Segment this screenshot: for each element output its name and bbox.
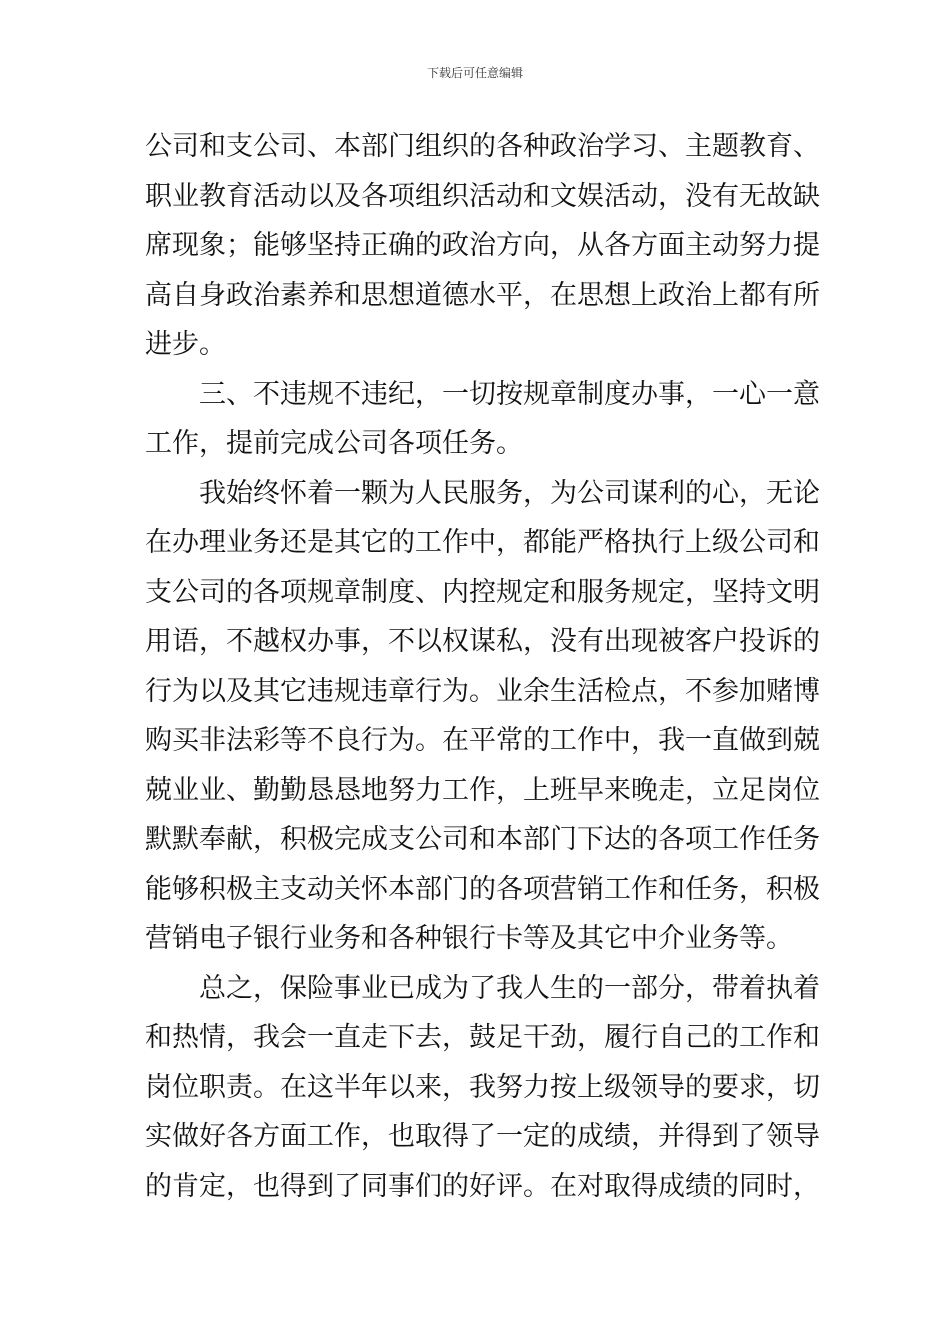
text-line: 的肯定，也得到了同事们的好评。在对取得成绩的同时， <box>145 1170 820 1202</box>
paragraph-start-line: 总之，保险事业已成为了我人生的一部分，带着执着 <box>199 972 820 1004</box>
text-line: 购买非法彩等不良行为。在平常的工作中，我一直做到兢 <box>145 725 820 756</box>
text-line: 岗位职责。在这半年以来，我努力按上级领导的要求，切 <box>145 1071 820 1103</box>
text-line: 席现象；能够坚持正确的政治方向，从各方面主动努力提 <box>145 230 820 261</box>
text-line: 职业教育活动以及各项组织活动和文娱活动，没有无故缺 <box>145 180 820 212</box>
text-line: 在办理业务还是其它的工作中，都能严格执行上级公司和 <box>145 527 820 558</box>
document-body <box>145 122 820 1211</box>
paragraph-start-line: 我始终怀着一颗为人民服务，为公司谋利的心，无论 <box>199 477 820 509</box>
text-line: 工作，提前完成公司各项任务。 <box>145 428 523 459</box>
paragraph-start-line: 三、不违规不违纪，一切按规章制度办事，一心一意 <box>199 378 820 410</box>
text-line: 高自身政治素养和思想道德水平，在思想上政治上都有所 <box>145 279 820 311</box>
text-line: 公司和支公司、本部门组织的各种政治学习、主题教育、 <box>145 131 820 162</box>
text-line: 行为以及其它违规违章行为。业余生活检点，不参加赌博 <box>145 675 820 707</box>
text-line: 营销电子银行业务和各种银行卡等及其它中介业务等。 <box>145 923 793 954</box>
text-line: 用语，不越权办事，不以权谋私，没有出现被客户投诉的 <box>145 626 820 657</box>
page-header: 下载后可任意编辑 <box>426 66 523 80</box>
text-line: 进步。 <box>145 329 226 360</box>
text-line: 能够积极主支动关怀本部门的各项营销工作和任务，积极 <box>145 873 820 905</box>
text-line: 兢业业、勤勤恳恳地努力工作，上班早来晚走，立足岗位 <box>145 774 820 806</box>
text-line: 支公司的各项规章制度、内控规定和服务规定，坚持文明 <box>145 576 820 608</box>
text-line: 默默奉献，积极完成支公司和本部门下达的各项工作任务 <box>145 824 820 855</box>
text-line: 和热情，我会一直走下去，鼓足干劲，履行自己的工作和 <box>145 1022 820 1053</box>
text-line: 实做好各方面工作，也取得了一定的成绩，并得到了领导 <box>145 1121 820 1152</box>
